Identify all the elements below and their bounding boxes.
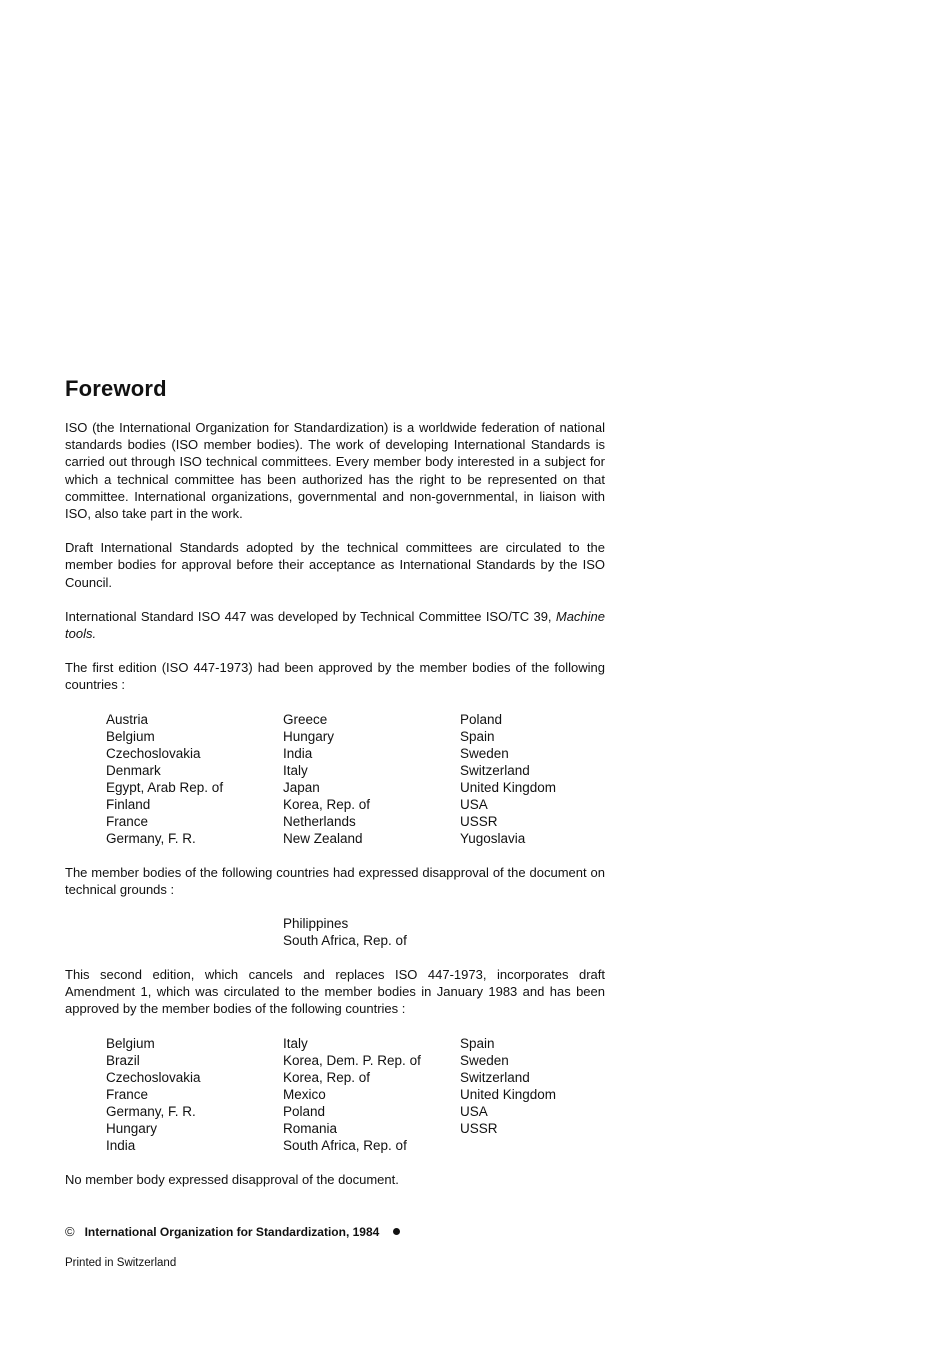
- country-column: [106, 1035, 283, 1154]
- country-name: Czechoslovakia: [106, 745, 201, 761]
- country-name: Poland: [460, 711, 503, 727]
- country-name: France: [106, 813, 149, 829]
- copyright-icon: ©: [65, 1224, 75, 1239]
- developed-by-text: International Standard ISO 447 was developed by Technical Committee ISO/TC 39,: [65, 608, 552, 624]
- foreword-section: [65, 376, 605, 1205]
- country-name: United Kingdom: [460, 779, 557, 795]
- country-name: Spain: [460, 728, 495, 744]
- country-name: Italy: [283, 762, 308, 778]
- country-name: Greece: [283, 711, 328, 727]
- paragraph-disapproval: The member bodies of the following countries had expressed disapproval of the document on technical grounds :: [65, 864, 605, 897]
- paragraph-draft-standards: Draft International Standards adopted by the technical committees are circulated to the member bodies for approval before their acceptance as International Standards by the ISO Council.: [65, 540, 605, 590]
- country-column: [460, 1035, 637, 1154]
- copyright-text: International Organization for Standardization, 1984: [84, 1224, 380, 1239]
- bullet-icon: [393, 1228, 400, 1235]
- country-name: Egypt, Arab Rep. of: [106, 779, 224, 795]
- country-name: France: [106, 1086, 149, 1102]
- country-column: [106, 711, 283, 847]
- country-name: Mexico: [283, 1086, 326, 1102]
- country-name: Yugoslavia: [460, 830, 526, 846]
- country-name: India: [283, 745, 313, 761]
- country-name: Finland: [106, 796, 151, 812]
- country-name: USSR: [460, 1120, 498, 1136]
- country-name: Belgium: [106, 728, 155, 744]
- paragraph-iso-intro: ISO (the International Organization for Standardization) is a worldwide federation of national standards bodies (ISO member bodies). The work of developing International Standards is carried out through ISO technical committees. Every member body interested in a subject for which a technical committee has been authorized has the right to be represented on that committee. International organizations, governmental and non-governmental, in liaison with ISO, also take part in the work.: [65, 420, 605, 522]
- committee-name: Machine tools.: [65, 608, 605, 642]
- paragraph-developed-by: [65, 608, 605, 642]
- country-name: Hungary: [283, 728, 335, 744]
- country-name: Italy: [283, 1035, 308, 1051]
- country-name: Japan: [283, 779, 320, 795]
- page-title: Foreword: [65, 376, 167, 401]
- country-name: Germany, F. R.: [106, 830, 196, 846]
- country-name: USA: [460, 1103, 488, 1119]
- country-name: Netherlands: [283, 813, 356, 829]
- country-name: Korea, Dem. P. Rep. of: [283, 1052, 421, 1068]
- country-name: India: [106, 1137, 136, 1153]
- country-name: Spain: [460, 1035, 495, 1051]
- second-edition-country-list: [106, 1035, 605, 1154]
- country-column: [460, 711, 637, 847]
- printed-in: Printed in Switzerland: [65, 1257, 177, 1269]
- country-name: Czechoslovakia: [106, 1069, 201, 1085]
- copyright-line: [65, 1224, 400, 1239]
- country-name: Germany, F. R.: [106, 1103, 196, 1119]
- paragraph-second-edition: This second edition, which cancels and replaces ISO 447-1973, incorporates draft Amendment 1, which was circulated to the member bodies in January 1983 and has been approved by the member bodies of the following countries :: [65, 967, 605, 1017]
- paragraph-no-disapproval: No member body expressed disapproval of the document.: [65, 1171, 399, 1187]
- country-name: South Africa, Rep. of: [283, 933, 407, 949]
- country-name: Switzerland: [460, 762, 530, 778]
- country-name: New Zealand: [283, 830, 363, 846]
- country-name: South Africa, Rep. of: [283, 1137, 407, 1153]
- country-name: United Kingdom: [460, 1086, 557, 1102]
- country-name: Sweden: [460, 745, 509, 761]
- country-name: Denmark: [106, 762, 161, 778]
- country-name: Brazil: [106, 1052, 140, 1068]
- country-name: Korea, Rep. of: [283, 796, 371, 812]
- country-name: Austria: [106, 711, 149, 727]
- first-edition-country-list: [106, 711, 605, 847]
- country-column: [283, 711, 460, 847]
- country-name: Philippines: [283, 916, 349, 932]
- country-name: Hungary: [106, 1120, 158, 1136]
- country-name: Poland: [283, 1103, 326, 1119]
- country-name: USA: [460, 796, 488, 812]
- country-name: Korea, Rep. of: [283, 1069, 371, 1085]
- disapproval-country-list: [283, 915, 605, 949]
- country-column: [283, 1035, 460, 1154]
- country-name: Sweden: [460, 1052, 509, 1068]
- paragraph-first-edition: The first edition (ISO 447-1973) had been approved by the member bodies of the following countries :: [65, 660, 605, 693]
- country-name: USSR: [460, 813, 498, 829]
- country-name: Belgium: [106, 1035, 155, 1051]
- country-name: Romania: [283, 1120, 338, 1136]
- country-name: Switzerland: [460, 1069, 530, 1085]
